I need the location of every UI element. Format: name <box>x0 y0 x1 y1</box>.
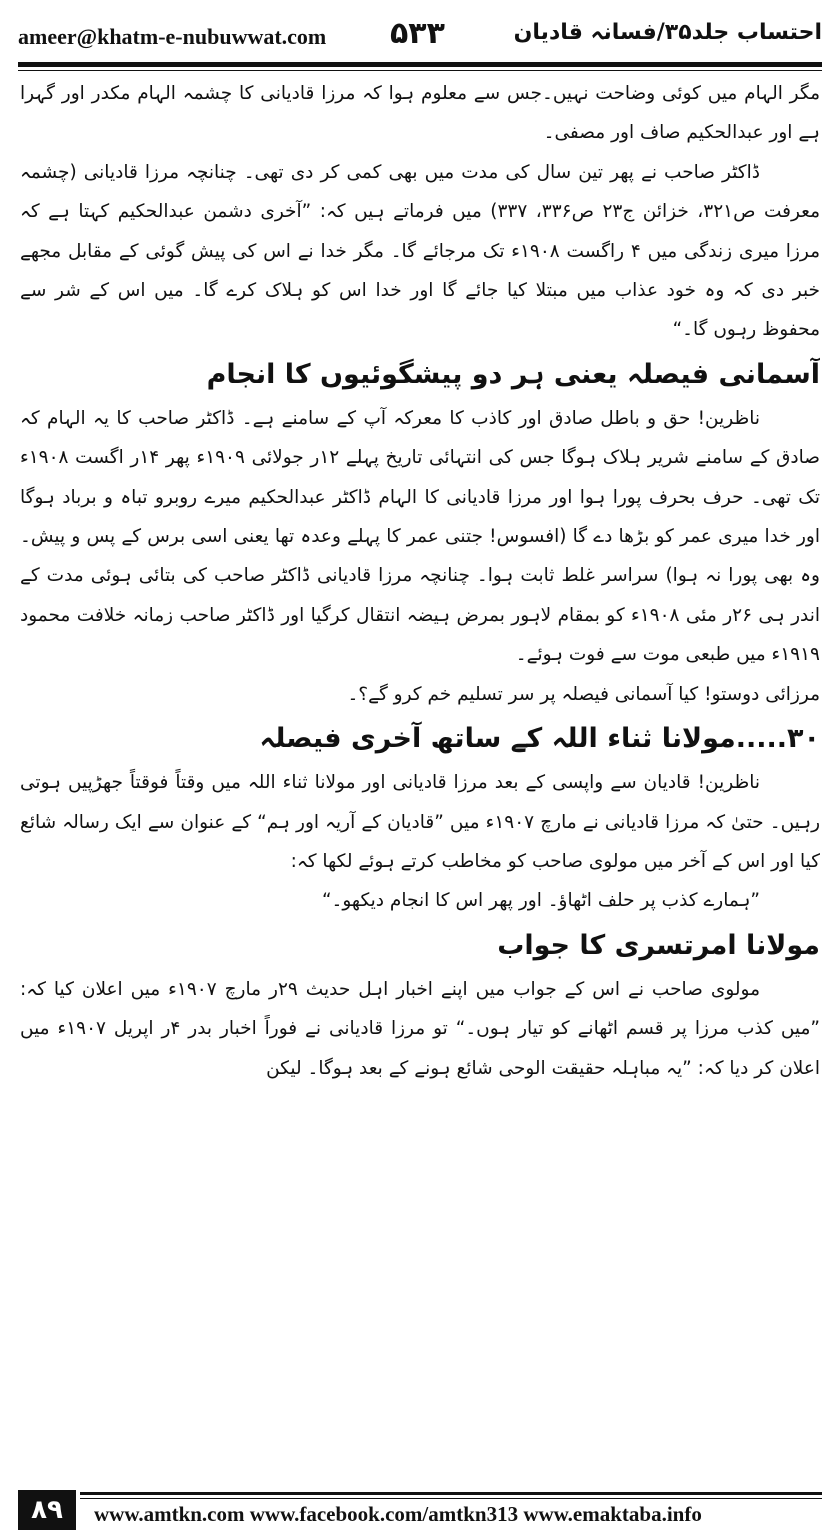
footer-divider-thin <box>80 1498 822 1499</box>
footer-page-number: ۸۹ <box>18 1490 76 1530</box>
header-page-number: ۵۳۳ <box>390 16 445 51</box>
paragraph-4: مرزائی دوستو! کیا آسمانی فیصلہ پر سر تسلیم خم کرو گے؟۔ <box>347 683 820 705</box>
header-divider-thin <box>18 70 822 71</box>
paragraph-1: مگر الہام میں کوئی وضاحت نہیں۔جس سے معلوم ہوا کہ مرزا قادیانی کا چشمہ الہام مکدر اور گہرا ہے اور عبدالحکیم صاف اور مصفی۔ <box>20 83 820 144</box>
header-email: ameer@khatm-e-nubuwwat.com <box>18 24 327 49</box>
paragraph-3: ناظرین! حق و باطل صادق اور کاذب کا معرکہ آپ کے سامنے ہے۔ ڈاکٹر صاحب کا یہ الہام کہ صادق کے سامنے شریر ہلاک ہوگا جس کی انتہائی تاریخ پہلے ۱۲ر جولائی ۱۹۰۹ء پھر ۱۴ر اگست ۱۹۰۸ء تک تھی۔ حرف بحرف پورا ہوا اور مرزا قادیانی کا الہام ڈاکٹر عبدالحکیم میرے روبرو تباہ و برباد ہوگا اور خدا میری عمر کو بڑھا دے گا (افسوس! جتنی عمر کا پہلے وعدہ تھا یعنی اسی برس کے پس و پیش۔ وہ بھی پورا نہ ہوا) سراسر غلط ثابت ہوا۔ چنانچہ مرزا قادیانی ڈاکٹر صاحب کی بتائی ہوئی مدت کے اندر ہی ۲۶ر مئی ۱۹۰۸ء کو بمقام لاہور بمرض ہیضہ انتقال کرگیا اور ڈاکٹر صاحب زمانہ خلافت محمود ۱۹۱۹ء میں طبعی موت سے فوت ہوئے۔ <box>20 407 820 666</box>
paragraph-5: ناظرین! قادیان سے واپسی کے بعد مرزا قادیانی اور مولانا ثناء اللہ میں وقتاً فوقتاً جھڑپیں ہوتی رہیں۔ حتیٰ کہ مرزا قادیانی نے مارچ ۱۹۰۷ء میں ”قادیان کے آریہ اور ہم“ کے عنوان سے ایک رسالہ شائع کیا اور اس کے آخر میں مولوی صاحب کو مخاطب کرتے ہوئے لکھا کہ: <box>20 772 820 872</box>
footer-divider-thick <box>80 1492 822 1495</box>
heading-asmani-faisla: آسمانی فیصلہ یعنی ہر دو پیشگوئیوں کا انجام <box>206 358 820 390</box>
page-footer <box>18 1490 822 1530</box>
quote-line: ”ہمارے کذب پر حلف اٹھاؤ۔ اور پھر اس کا انجام دیکھو۔“ <box>321 890 760 912</box>
page-body <box>20 74 820 1448</box>
header-divider-thick <box>18 62 822 67</box>
header-book-title: احتساب جلد۳۵/فسانہ قادیان <box>513 20 822 45</box>
footer-website-links: www.amtkn.com www.facebook.com/amtkn313 www.emaktaba.info <box>94 1502 702 1526</box>
heading-section-30: ۳۰.....مولانا ثناء اللہ کے ساتھ آخری فیصلہ <box>259 723 820 755</box>
heading-amritsari-jawab: مولانا امرتسری کا جواب <box>497 929 820 961</box>
page-header <box>18 14 822 58</box>
paragraph-6: مولوی صاحب نے اس کے جواب میں اپنے اخبار اہل حدیث ۲۹ر مارچ ۱۹۰۷ء میں اعلان کیا کہ: ”میں کذب مرزا پر قسم اٹھانے کو تیار ہوں۔“ تو مرزا قادیانی نے فوراً اخبار بدر ۴ر اپریل ۱۹۰۷ء میں اعلان کر دیا کہ: ”یہ مباہلہ حقیقت الوحی شائع ہونے کے بعد ہوگا۔ لیکن <box>20 978 820 1079</box>
paragraph-2: ڈاکٹر صاحب نے پھر تین سال کی مدت میں بھی کمی کر دی تھی۔ چنانچہ مرزا قادیانی (چشمہ معرفت ص۳۲۱، خزائن ج۲۳ ص۳۳۶، ۳۳۷) میں فرماتے ہیں کہ: ”آخری دشمن عبدالحکیم کہتا ہے کہ مرزا میری زندگی میں ۴ راگست ۱۹۰۸ء تک مرجائے گا۔ مگر خدا نے اس کی پیش گوئی کے مقابل مجھے خبر دی کہ وہ خود عذاب میں مبتلا کیا جائے گا اور خدا اس کو ہلاک کرے گا۔ میں اس کے شر سے محفوظ رہوں گا۔“ <box>20 161 820 341</box>
